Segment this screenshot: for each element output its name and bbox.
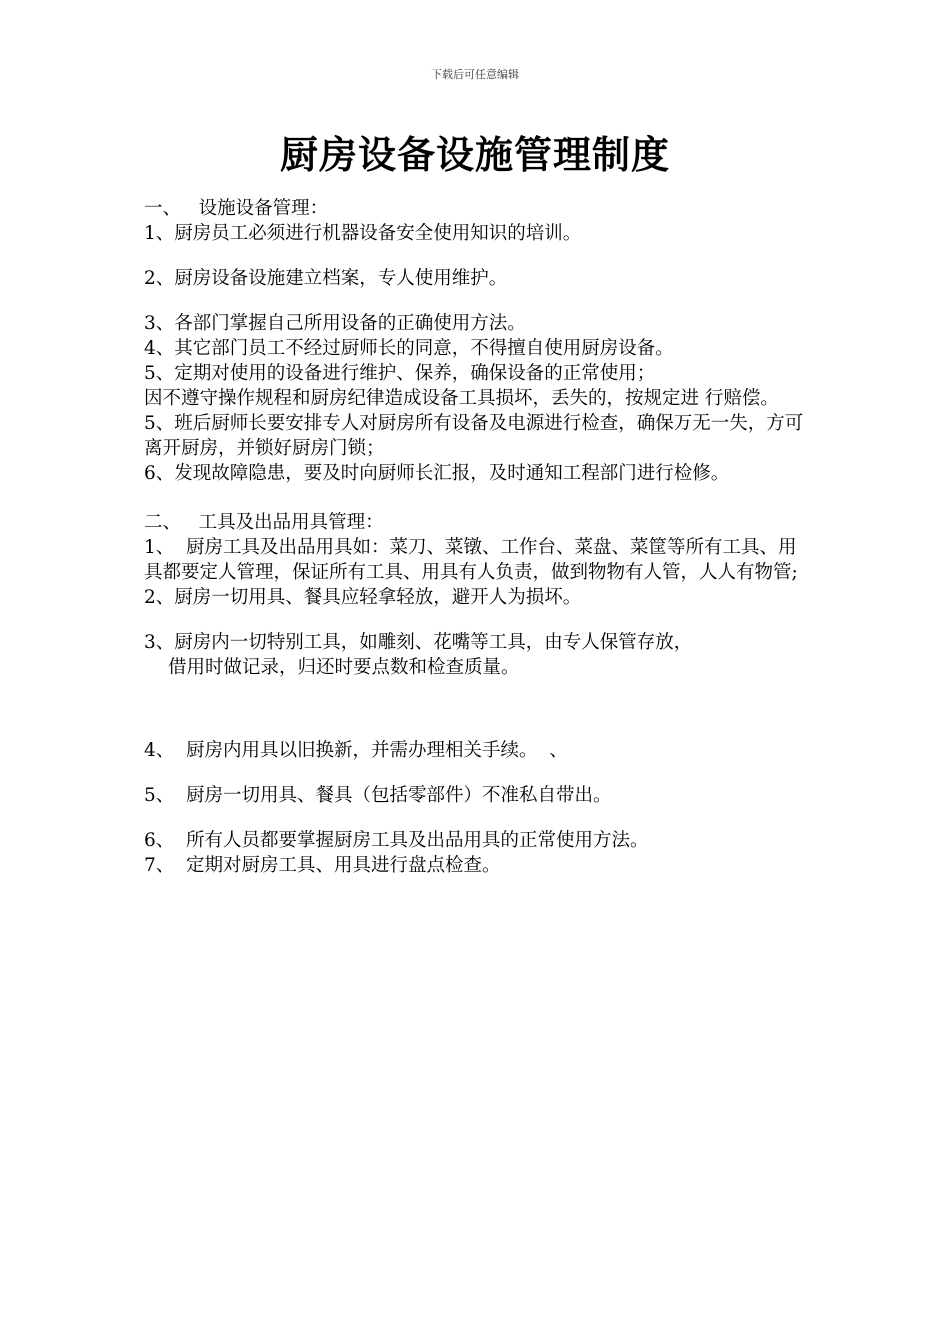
section1-heading: 一、 设施设备管理： — [144, 198, 329, 219]
section1-item-6: 5、班后厨师长要安排专人对厨房所有设备及电源进行检查，确保万无一失，方可离开厨房，并锁好厨房门锁； — [144, 413, 804, 459]
section2-item-3: 3、厨房内一切特别工具，如雕刻、花嘴等工具，由专人保管存放， — [144, 632, 693, 653]
section1-item-3: 3、各部门掌握自己所用设备的正确使用方法。 — [144, 313, 526, 334]
section2-heading: 二、 工具及出品用具管理： — [144, 512, 384, 533]
document-title: 厨房设备设施管理制度 — [279, 132, 670, 177]
section1-item-2: 2、厨房设备设施建立档案，专人使用维护。 — [144, 268, 508, 289]
section2-item-3-continued: 借用时做记录，归还时要点数和检查质量。 — [168, 657, 520, 678]
header-note: 下载后可任意编辑 — [431, 68, 519, 81]
section2-item-7: 7、 定期对厨房工具、用具进行盘点检查。 — [144, 855, 501, 876]
section2-item-1: 1、 厨房工具及出品用具如：菜刀、菜镦、工作台、菜盘、菜筐等所有工具、用具都要定人管理，保证所有工具、用具有人负责，做到物物有人管，人人有物管; — [144, 537, 798, 583]
section1-item-7: 6、发现故障隐患，要及时向厨师长汇报，及时通知工程部门进行检修。 — [144, 463, 730, 484]
section2-item-4: 4、 厨房内用具以旧换新，并需办理相关手续。 、 — [144, 740, 568, 761]
section2-item-5: 5、 厨房一切用具、餐具（包括零部件）不准私自带出。 — [144, 785, 612, 806]
section1-item-compensation: 因不遵守操作规程和厨房纪律造成设备工具损坏，丢失的，按规定进 行赔偿。 — [144, 388, 779, 409]
section2-item-6: 6、 所有人员都要掌握厨房工具及出品用具的正常使用方法。 — [144, 830, 649, 851]
section1-item-4: 4、其它部门员工不经过厨师长的同意，不得擅自使用厨房设备。 — [144, 338, 674, 359]
section1-item-1: 1、厨房员工必须进行机器设备安全使用知识的培训。 — [144, 223, 582, 244]
document-body — [144, 196, 814, 878]
section2-item-2: 2、厨房一切用具、餐具应轻拿轻放，避开人为损坏。 — [144, 587, 582, 608]
section1-item-5: 5、定期对使用的设备进行维护、保养，确保设备的正常使用； — [144, 363, 656, 384]
